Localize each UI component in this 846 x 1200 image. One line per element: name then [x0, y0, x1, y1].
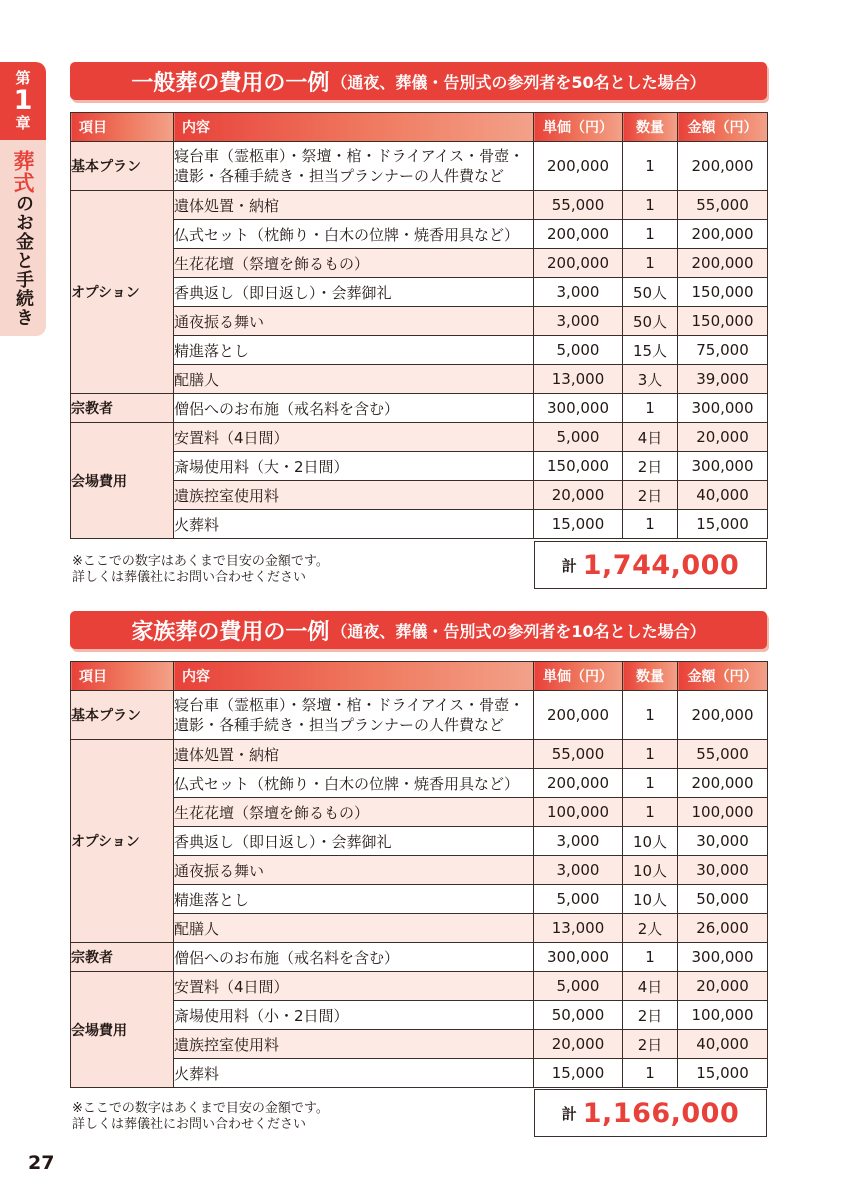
table-row [71, 191, 768, 220]
quantity-cell: 3人 [623, 365, 678, 394]
price-cell: 3,000 [534, 856, 623, 885]
table-row [71, 278, 768, 307]
quantity-cell: 1 [623, 740, 678, 769]
section-banner [70, 62, 767, 100]
description-cell: 遺体処置・納棺 [174, 191, 534, 220]
amount-cell: 200,000 [678, 691, 768, 740]
table-row [71, 249, 768, 278]
price-cell: 15,000 [534, 510, 623, 539]
header-item: 項目 [71, 662, 174, 691]
table-row [71, 307, 768, 336]
description-cell: 精進落とし [174, 336, 534, 365]
amount-cell: 39,000 [678, 365, 768, 394]
description-cell: 僧侶へのお布施（戒名料を含む） [174, 394, 534, 423]
price-cell: 55,000 [534, 740, 623, 769]
header-amount: 金額（円） [678, 113, 768, 142]
quantity-cell: 50人 [623, 278, 678, 307]
chapter-number-block [0, 62, 46, 140]
amount-cell: 30,000 [678, 856, 768, 885]
banner-subtitle: （通夜、葬儀・告別式の参列者を50名とした場合） [331, 72, 706, 92]
quantity-cell: 1 [623, 1059, 678, 1088]
chapter-tab [0, 62, 46, 336]
banner-title: 家族葬の費用の一例 [131, 619, 330, 645]
amount-cell: 300,000 [678, 452, 768, 481]
total-box [534, 541, 767, 589]
description-cell: 遺族控室使用料 [174, 1030, 534, 1059]
header-unit-price: 単価（円） [534, 662, 623, 691]
table-row [71, 142, 768, 191]
table-row [71, 423, 768, 452]
quantity-cell: 2日 [623, 1030, 678, 1059]
amount-cell: 20,000 [678, 423, 768, 452]
category-cell: 基本プラン [71, 691, 174, 740]
price-cell: 5,000 [534, 885, 623, 914]
price-cell: 5,000 [534, 972, 623, 1001]
description-cell: 寝台車（霊柩車）・祭壇・棺・ドライアイス・骨壺・ 遺影・各種手続き・担当プランナーの人件費など [174, 691, 534, 740]
quantity-cell: 10人 [623, 827, 678, 856]
amount-cell: 55,000 [678, 191, 768, 220]
amount-cell: 40,000 [678, 1030, 768, 1059]
note-line-2: 詳しくは葬儀社にお問い合わせください [72, 570, 307, 585]
quantity-cell: 1 [623, 510, 678, 539]
amount-cell: 150,000 [678, 307, 768, 336]
price-cell: 200,000 [534, 142, 623, 191]
price-cell: 15,000 [534, 1059, 623, 1088]
description-cell: 斎場使用料（小・2日間） [174, 1001, 534, 1030]
price-cell: 200,000 [534, 691, 623, 740]
category-cell: 宗教者 [71, 943, 174, 972]
table-row [71, 798, 768, 827]
description-cell: 通夜振る舞い [174, 307, 534, 336]
quantity-cell: 1 [623, 394, 678, 423]
table-row [71, 336, 768, 365]
header-quantity: 数量 [623, 662, 678, 691]
quantity-cell: 4日 [623, 972, 678, 1001]
amount-cell: 300,000 [678, 394, 768, 423]
amount-cell: 55,000 [678, 740, 768, 769]
table-row [71, 481, 768, 510]
total-box [534, 1089, 767, 1137]
price-cell: 200,000 [534, 769, 623, 798]
quantity-cell: 2人 [623, 914, 678, 943]
quantity-cell: 2日 [623, 1001, 678, 1030]
category-cell: 会場費用 [71, 423, 174, 539]
section-banner [70, 611, 767, 649]
description-cell: 火葬料 [174, 1059, 534, 1088]
price-cell: 200,000 [534, 249, 623, 278]
quantity-cell: 2日 [623, 452, 678, 481]
table-row [71, 452, 768, 481]
description-cell: 生花花壇（祭壇を飾るもの） [174, 249, 534, 278]
amount-cell: 15,000 [678, 510, 768, 539]
amount-cell: 75,000 [678, 336, 768, 365]
quantity-cell: 1 [623, 142, 678, 191]
price-cell: 5,000 [534, 336, 623, 365]
amount-cell: 30,000 [678, 827, 768, 856]
chapter-prefix: 第 [15, 69, 31, 87]
amount-cell: 300,000 [678, 943, 768, 972]
banner-subtitle: （通夜、葬儀・告別式の参列者を10名とした場合） [331, 621, 706, 641]
description-cell: 安置料（4日間） [174, 423, 534, 452]
amount-cell: 200,000 [678, 769, 768, 798]
chapter-suffix: 章 [15, 114, 31, 132]
header-content: 内容 [174, 113, 534, 142]
description-cell: 遺体処置・納棺 [174, 740, 534, 769]
table-row [71, 510, 768, 539]
description-cell: 配膳人 [174, 914, 534, 943]
table-row [71, 972, 768, 1001]
price-cell: 20,000 [534, 481, 623, 510]
table-row [71, 691, 768, 740]
amount-cell: 200,000 [678, 220, 768, 249]
category-cell: オプション [71, 191, 174, 394]
estimate-note [72, 1101, 329, 1133]
note-line-1: ※ここでの数字はあくまで目安の金額です。 [72, 1101, 329, 1116]
cost-table [70, 661, 768, 1088]
chapter-title-highlight: 葬式 [11, 150, 35, 194]
price-cell: 5,000 [534, 423, 623, 452]
chapter-number: 1 [13, 85, 33, 116]
total-label: 計 [561, 1104, 577, 1123]
total-amount: 1,744,000 [582, 549, 740, 581]
amount-cell: 15,000 [678, 1059, 768, 1088]
description-cell: 僧侶へのお布施（戒名料を含む） [174, 943, 534, 972]
chapter-title [12, 150, 34, 327]
table-row [71, 220, 768, 249]
description-cell: 通夜振る舞い [174, 856, 534, 885]
amount-cell: 50,000 [678, 885, 768, 914]
description-cell: 配膳人 [174, 365, 534, 394]
quantity-cell: 15人 [623, 336, 678, 365]
amount-cell: 20,000 [678, 972, 768, 1001]
description-cell: 遺族控室使用料 [174, 481, 534, 510]
description-cell: 精進落とし [174, 885, 534, 914]
table-row [71, 365, 768, 394]
price-cell: 55,000 [534, 191, 623, 220]
estimate-note [72, 554, 329, 586]
table-row [71, 769, 768, 798]
price-cell: 13,000 [534, 914, 623, 943]
quantity-cell: 1 [623, 220, 678, 249]
quantity-cell: 1 [623, 249, 678, 278]
quantity-cell: 1 [623, 798, 678, 827]
table-row [71, 885, 768, 914]
description-cell: 寝台車（霊柩車）・祭壇・棺・ドライアイス・骨壺・ 遺影・各種手続き・担当プランナーの人件費など [174, 142, 534, 191]
price-cell: 100,000 [534, 798, 623, 827]
price-cell: 20,000 [534, 1030, 623, 1059]
table-row [71, 827, 768, 856]
price-cell: 200,000 [534, 220, 623, 249]
price-cell: 300,000 [534, 394, 623, 423]
table-row [71, 1059, 768, 1088]
page-number: 27 [28, 1152, 55, 1174]
quantity-cell: 2日 [623, 481, 678, 510]
quantity-cell: 1 [623, 691, 678, 740]
quantity-cell: 50人 [623, 307, 678, 336]
quantity-cell: 10人 [623, 885, 678, 914]
amount-cell: 200,000 [678, 142, 768, 191]
amount-cell: 26,000 [678, 914, 768, 943]
chapter-title-rest: のお金と手続き [13, 194, 34, 327]
price-cell: 3,000 [534, 307, 623, 336]
header-item: 項目 [71, 113, 174, 142]
category-cell: オプション [71, 740, 174, 943]
category-cell: 基本プラン [71, 142, 174, 191]
price-cell: 13,000 [534, 365, 623, 394]
header-quantity: 数量 [623, 113, 678, 142]
quantity-cell: 4日 [623, 423, 678, 452]
header-amount: 金額（円） [678, 662, 768, 691]
banner-title: 一般葬の費用の一例 [131, 70, 330, 96]
description-cell: 斎場使用料（大・2日間） [174, 452, 534, 481]
description-cell: 仏式セット（枕飾り・白木の位牌・焼香用具など） [174, 769, 534, 798]
description-cell: 安置料（4日間） [174, 972, 534, 1001]
header-content: 内容 [174, 662, 534, 691]
quantity-cell: 10人 [623, 856, 678, 885]
quantity-cell: 1 [623, 191, 678, 220]
quantity-cell: 1 [623, 769, 678, 798]
description-cell: 火葬料 [174, 510, 534, 539]
table-row [71, 1030, 768, 1059]
table-header-row [71, 662, 768, 691]
table-row [71, 856, 768, 885]
table-row [71, 1001, 768, 1030]
general-funeral-section [70, 62, 767, 585]
category-cell: 宗教者 [71, 394, 174, 423]
cost-table [70, 112, 768, 539]
amount-cell: 150,000 [678, 278, 768, 307]
table-row [71, 740, 768, 769]
price-cell: 3,000 [534, 278, 623, 307]
price-cell: 300,000 [534, 943, 623, 972]
description-cell: 仏式セット（枕飾り・白木の位牌・焼香用具など） [174, 220, 534, 249]
family-funeral-section [70, 611, 767, 1132]
amount-cell: 100,000 [678, 1001, 768, 1030]
quantity-cell: 1 [623, 943, 678, 972]
price-cell: 150,000 [534, 452, 623, 481]
amount-cell: 40,000 [678, 481, 768, 510]
table-header-row [71, 113, 768, 142]
total-label: 計 [561, 556, 577, 575]
price-cell: 50,000 [534, 1001, 623, 1030]
table-row [71, 943, 768, 972]
note-line-2: 詳しくは葬儀社にお問い合わせください [72, 1117, 307, 1132]
table-row [71, 914, 768, 943]
note-line-1: ※ここでの数字はあくまで目安の金額です。 [72, 554, 329, 569]
category-cell: 会場費用 [71, 972, 174, 1088]
table-row [71, 394, 768, 423]
total-amount: 1,166,000 [582, 1097, 740, 1129]
description-cell: 香典返し（即日返し）・会葬御礼 [174, 278, 534, 307]
description-cell: 香典返し（即日返し）・会葬御礼 [174, 827, 534, 856]
description-cell: 生花花壇（祭壇を飾るもの） [174, 798, 534, 827]
price-cell: 3,000 [534, 827, 623, 856]
header-unit-price: 単価（円） [534, 113, 623, 142]
amount-cell: 100,000 [678, 798, 768, 827]
amount-cell: 200,000 [678, 249, 768, 278]
